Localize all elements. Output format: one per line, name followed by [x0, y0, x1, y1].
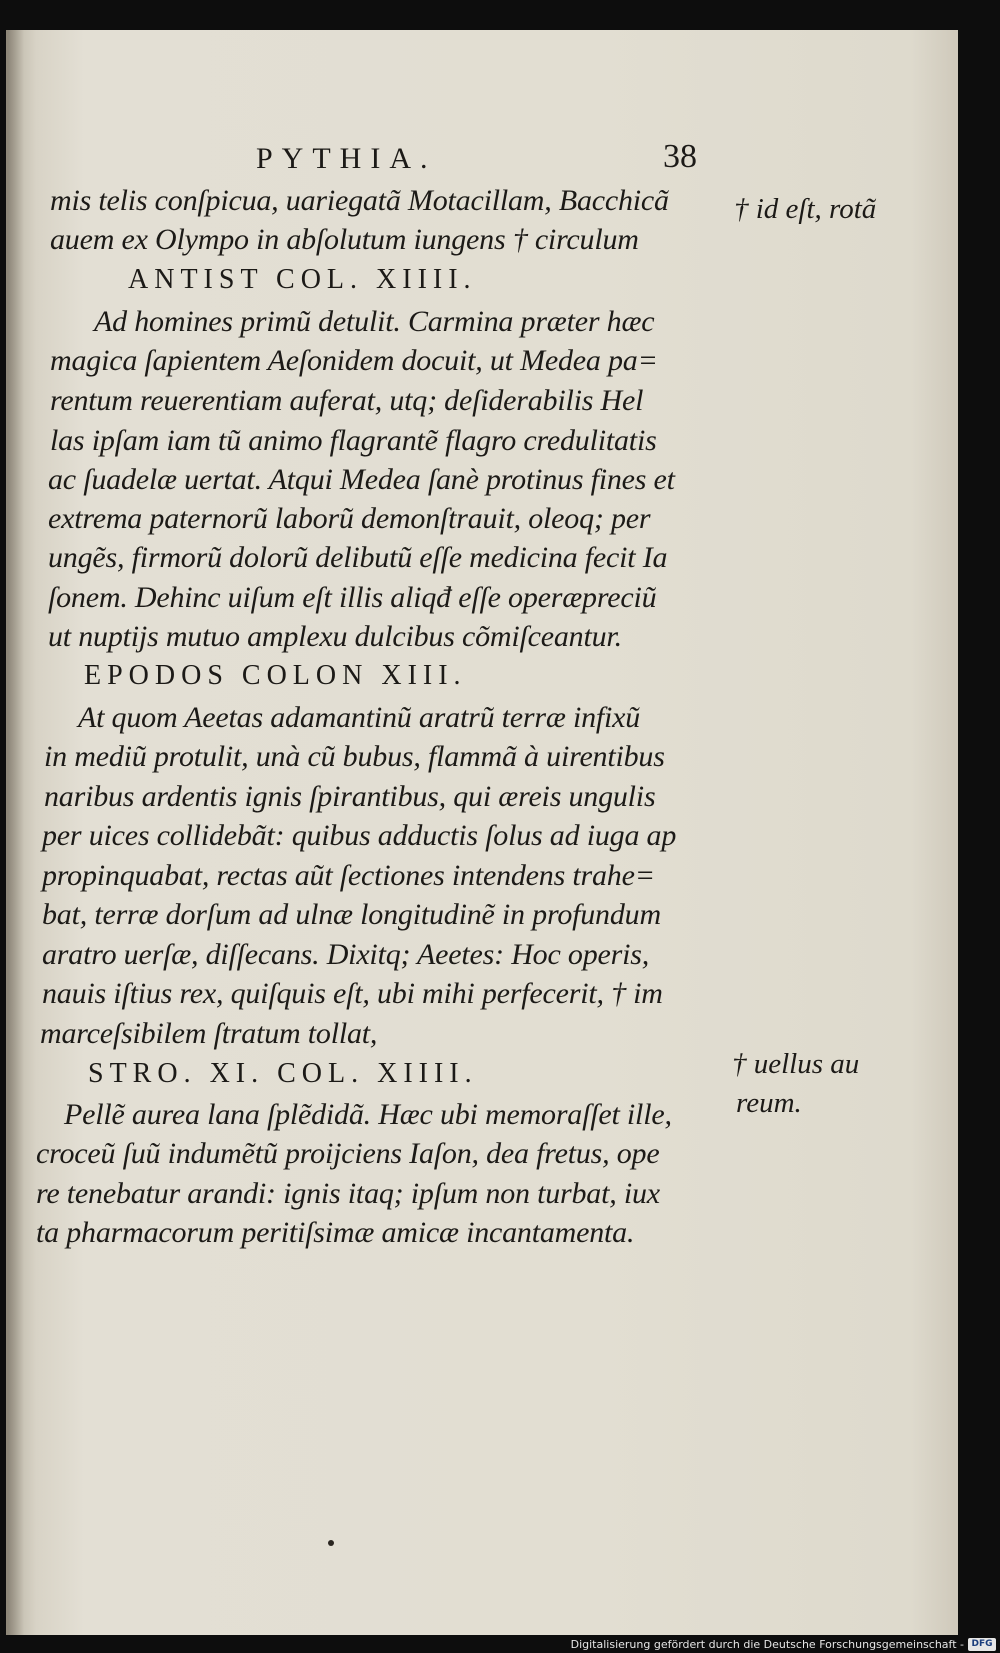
margin-note: † id eſt, rotã	[734, 193, 877, 225]
text-line: croceũ ſuũ indumẽtũ proijciens Iaſon, dea fretus, ope	[36, 1137, 660, 1170]
text-line: At quom Aeetas adamantinũ aratrũ terræ infixũ	[78, 701, 641, 734]
page-header	[8, 138, 958, 182]
text-line: bat, terræ dorſum ad ulnæ longitudinẽ in profundum	[42, 898, 661, 931]
ink-speck	[328, 1540, 334, 1546]
text-line: ta pharmacorum peritiſsimæ amicæ incantamenta.	[36, 1216, 635, 1249]
margin-note: reum.	[736, 1087, 802, 1119]
text-line: marceſsibilem ſtratum tollat,	[40, 1017, 378, 1050]
text-line: mis telis conſpicua, uariegatã Motacillam, Bacchicã	[50, 184, 669, 217]
running-head: PYTHIA.	[256, 142, 437, 175]
margin-note: † uellus au	[732, 1048, 860, 1080]
text-line: ſonem. Dehinc uiſum eſt illis aliqđ eſſe operæpreciũ	[48, 581, 657, 614]
text-line: in mediũ protulit, unà cũ bubus, flammã à uirentibus	[44, 740, 665, 773]
text-line: per uices collidebãt: quibus adductis ſolus ad iuga ap	[42, 819, 677, 852]
page-number: 38	[663, 138, 697, 175]
text-line: ut nuptijs mutuo amplexu dulcibus cõmiſceantur.	[48, 620, 622, 653]
text-line: aratro uerſæ, diſſecans. Dixitq; Aeetes: Hoc operis,	[42, 938, 650, 971]
text-line: magica ſapientem Aeſonidem docuit, ut Medea pa=	[50, 344, 658, 377]
section-heading: ANTIST COL. XIIII.	[128, 264, 477, 295]
footer-bar	[0, 1635, 1000, 1653]
digitization-credit: Digitalisierung gefördert durch die Deutsche Forschungsgemeinschaft -	[570, 1638, 964, 1651]
text-line: auem ex Olympo in abſolutum iungens † circulum	[50, 223, 639, 256]
text-line: ac ſuadelæ uertat. Atqui Medea ſanè protinus fines et	[48, 463, 675, 496]
text-line: las ipſam iam tũ animo flagrantẽ flagro credulitatis	[50, 424, 657, 457]
section-heading: EPODOS COLON XIII.	[84, 660, 467, 691]
text-line: re tenebatur arandi: ignis itaq; ipſum non turbat, iux	[36, 1177, 660, 1210]
book-page	[6, 30, 958, 1635]
text-line: extrema paternorũ laborũ demonſtrauit, oleoq; per	[48, 502, 651, 535]
text-line: nauis iſtius rex, quiſquis eſt, ubi mihi perfecerit, † im	[42, 977, 663, 1010]
text-line: naribus ardentis ignis ſpirantibus, qui æreis ungulis	[44, 780, 656, 813]
dfg-logo: DFG	[968, 1638, 996, 1651]
text-line: propinquabat, rectas aũt ſectiones intendens trahe=	[42, 859, 655, 892]
text-line: Pellẽ aurea lana ſplẽdidã. Hæc ubi memoraſſet ille,	[64, 1098, 672, 1131]
section-heading: STRO. XI. COL. XIIII.	[88, 1058, 478, 1089]
text-line: rentum reuerentiam auferat, utq; deſiderabilis Hel	[50, 384, 644, 417]
text-line: Ad homines primũ detulit. Carmina præter hæc	[94, 305, 655, 338]
text-line: ungẽs, firmorũ dolorũ delibutũ eſſe medicina fecit Ia	[48, 541, 668, 574]
